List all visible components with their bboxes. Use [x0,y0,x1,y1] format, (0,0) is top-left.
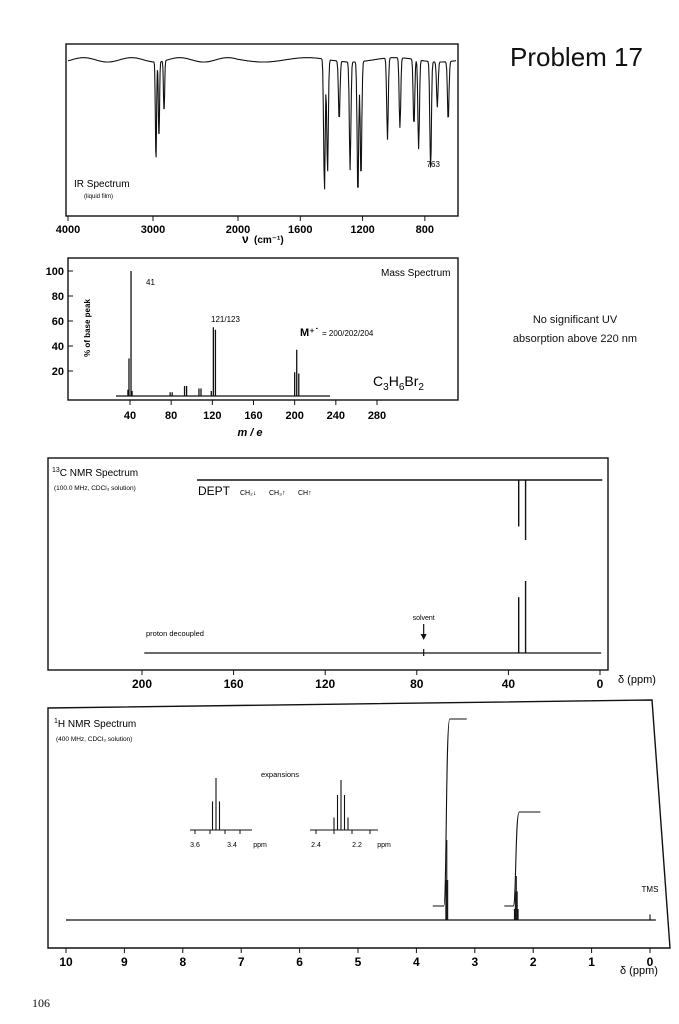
ms-y-ticks [46,266,73,378]
ir-subtitle: (liquid film) [84,194,114,200]
h1-x-tick-label: 3 [471,955,479,969]
c13-nmr-panel [48,458,656,691]
ms-x-tick-label: 200 [285,410,304,422]
page-number: 106 [32,996,50,1010]
ir-x-tick-label: 1200 [350,224,375,236]
c13-x-tick-label: 80 [410,677,424,691]
ir-trace [68,58,456,190]
ir-frame [66,44,458,216]
h1-x-axis-label: δ (ppm) [620,965,658,977]
expansion-b-peaks [334,780,348,830]
ms-x-tick-label: 160 [244,410,263,422]
ms-y-tick-label: 20 [51,366,64,378]
c13-x-tick-label: 0 [596,677,604,691]
expansion-a-tick-label: 3.6 [190,842,200,849]
dept-key-ch: CH↑ [298,490,312,497]
solvent-arrow-icon [421,624,427,656]
h1-x-tick-label: 4 [413,955,420,969]
ms-x-tick-label: 40 [123,410,137,422]
c13-x-tick-label: 40 [501,677,516,691]
uv-note-line-2: absorption above 220 nm [512,333,638,345]
ir-peak-label: 763 [426,160,440,169]
ms-bars [128,271,299,396]
h1-expansions-label: expansions [261,770,299,779]
expansion-b [310,780,391,849]
c13-x-tick-label: 200 [131,677,153,691]
expansion-a [190,778,267,849]
c13-proton-decoupled-label: proton decoupled [146,629,204,638]
c13-x-tick-label: 120 [315,677,336,691]
ms-y-tick-label: 60 [51,316,64,328]
c13-x-ticks [132,670,604,691]
h1-x-tick-label: 1 [588,955,595,969]
h1-x-tick-label: 6 [296,955,303,969]
h1-x-tick-label: 5 [354,955,362,969]
ir-x-tick-label: 1600 [288,224,313,236]
h1-x-tick-label: 10 [59,955,73,969]
ir-title: IR Spectrum [74,179,130,190]
c13-peaks [519,480,526,653]
ms-x-tick-label: 280 [367,410,387,422]
h1-subtitle: (400 MHz, CDCl₃ solution) [56,736,133,743]
expansion-b-unit: ppm [377,842,391,849]
ms-x-tick-label: 120 [203,410,222,422]
ms-y-tick-label: 80 [51,291,64,303]
c13-title: $^{13}$C NMR Spectrum [52,467,139,479]
ir-x-tick-label: 3000 [140,224,166,236]
ms-x-axis-label: m / e [237,427,263,439]
h1-x-tick-label: 8 [179,955,187,969]
ir-x-axis-symbol: ν [242,232,249,246]
ms-frame [68,258,458,400]
ms-y-tick-label: 100 [45,266,64,278]
solvent-arrow-head [421,634,427,640]
c13-subtitle: (100.0 MHz, CDCl₃ solution) [54,485,136,492]
problem-title: Problem 17 [510,42,643,72]
ms-label-121-123: 121/123 [211,315,240,324]
expansion-a-tick-label: 3.4 [227,842,237,849]
uv-note-line-1: No significant UV [532,314,618,326]
ir-spectrum-panel [56,44,458,246]
ms-molecular-formula: $C_3H_6Br_2$ [373,373,424,393]
h1-x-tick-label: 0 [646,955,654,969]
ms-y-tick-label: 40 [51,341,64,353]
ir-x-tick-label: 800 [415,224,435,236]
c13-x-axis-label: δ (ppm) [618,674,656,686]
ms-molecular-ion-symbol: M⁺˙ [300,327,319,339]
expansion-b-tick-label: 2.2 [352,842,362,849]
ms-x-tick-label: 240 [326,410,346,422]
ms-y-axis-label: % of base peak [83,299,92,357]
ir-x-tick-label: 2000 [225,224,251,236]
h1-tms-label: TMS [641,885,659,894]
ms-x-tick-label: 80 [165,410,178,422]
mass-spectrum-panel [46,258,458,439]
dept-key-ch2: CH₂↓ [240,490,257,497]
h1-x-tick-label: 2 [529,955,537,969]
ms-title: Mass Spectrum [381,268,451,279]
ms-molecular-ion-values: = 200/202/204 [322,329,374,338]
c13-dept-label: DEPT [198,484,231,498]
expansion-a-unit: ppm [253,842,267,849]
c13-x-tick-label: 160 [223,677,244,691]
ir-x-tick-label: 4000 [55,224,81,236]
h1-x-tick-label: 9 [121,955,128,969]
ms-x-ticks [124,400,386,422]
expansion-b-tick-label: 2.4 [311,842,321,849]
h1-nmr-panel [48,700,670,977]
h1-frame [48,700,670,948]
c13-solvent-label: solvent [412,615,435,622]
ir-x-axis-unit: (cm⁻¹) [254,235,284,246]
dept-key-ch3: CH₃↑ [269,490,286,497]
h1-title: $^1$H NMR Spectrum [54,718,137,730]
h1-integral-curve [433,719,540,906]
expansion-a-peaks [213,778,220,830]
h1-signals [446,840,650,920]
h1-x-tick-label: 7 [237,955,245,969]
ms-label-41: 41 [146,278,155,287]
h1-x-ticks [59,948,653,969]
